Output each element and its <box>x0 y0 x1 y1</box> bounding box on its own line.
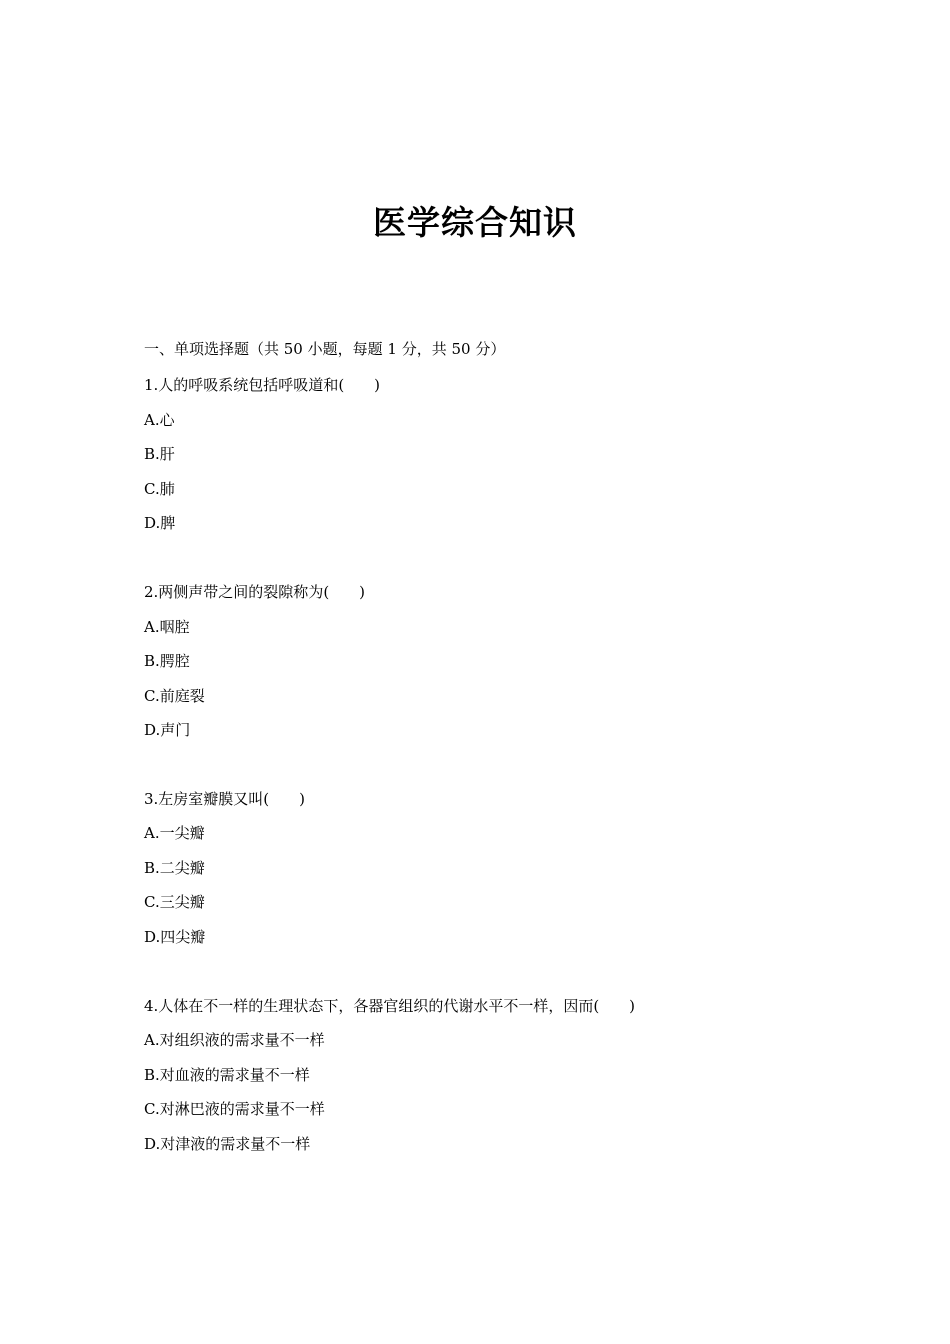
document-title: 医学综合知识 <box>373 203 577 242</box>
option-a: A.心 <box>144 411 175 429</box>
option-b: B.腭腔 <box>144 652 190 670</box>
option-b: B.对血液的需求量不一样 <box>144 1066 310 1084</box>
option-c: C.三尖瓣 <box>144 893 205 911</box>
option-d: D.四尖瓣 <box>144 928 206 946</box>
question-stem: 2.两侧声带之间的裂隙称为( ) <box>144 583 366 601</box>
option-c: C.前庭裂 <box>144 687 205 705</box>
option-a: A.咽腔 <box>144 618 190 636</box>
option-a: A.一尖瓣 <box>144 824 205 842</box>
question-stem: 4.人体在不一样的生理状态下，各器官组织的代谢水平不一样，因而( ) <box>144 997 636 1015</box>
option-d: D.声门 <box>144 721 191 739</box>
section-heading: 一、单项选择题（共 50 小题，每题 1 分，共 50 分） <box>144 340 506 358</box>
option-c: C.肺 <box>144 480 175 498</box>
option-a: A.对组织液的需求量不一样 <box>144 1031 325 1049</box>
option-b: B.二尖瓣 <box>144 859 205 877</box>
option-d: D.脾 <box>144 514 176 532</box>
option-c: C.对淋巴液的需求量不一样 <box>144 1100 325 1118</box>
option-d: D.对津液的需求量不一样 <box>144 1135 311 1153</box>
question-stem: 3.左房室瓣膜又叫( ) <box>144 790 306 808</box>
question-stem: 1.人的呼吸系统包括呼吸道和( ) <box>144 376 381 394</box>
option-b: B.肝 <box>144 445 175 463</box>
